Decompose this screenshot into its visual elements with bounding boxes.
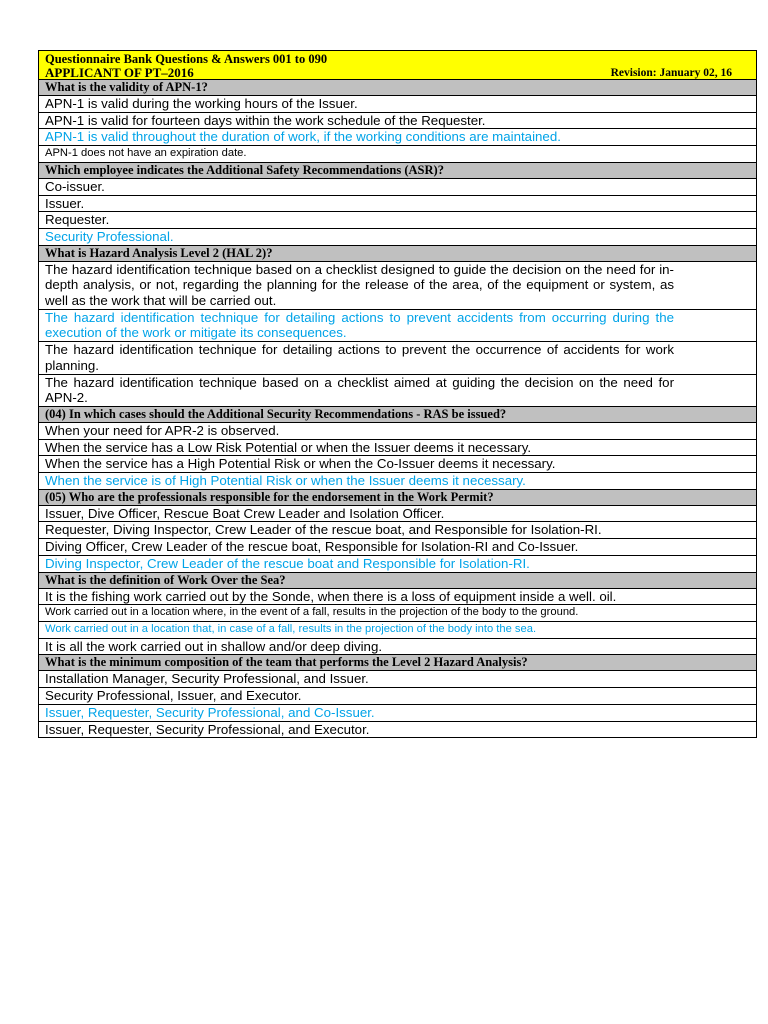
question-row: Which employee indicates the Additional Safety Recommendations (ASR)? — [38, 163, 757, 179]
answer-option: APN-1 is valid for fourteen days within the work schedule of the Requester. — [38, 113, 757, 130]
question-row: (05) Who are the professionals responsible for the endorsement in the Work Permit? — [38, 490, 757, 506]
answer-option: When the service has a High Potential Risk or when the Co-Issuer deems it necessary. — [38, 456, 757, 473]
answer-option: APN-1 does not have an expiration date. — [38, 146, 757, 163]
answer-option: Work carried out in a location where, in the event of a fall, results in the projection of the body to the ground. — [38, 605, 757, 622]
document-title: Questionnaire Bank Questions & Answers 001 to 090 — [45, 52, 328, 66]
answer-option: Security Professional, Issuer, and Executor. — [38, 688, 757, 705]
answer-option-correct: Security Professional. — [38, 229, 757, 246]
answer-option: When your need for APR-2 is observed. — [38, 423, 757, 440]
answer-option: The hazard identification technique for detailing actions to prevent the occurrence of accidents for work planning. — [38, 342, 757, 374]
answer-option: Co-issuer. — [38, 179, 757, 196]
answer-option: It is the fishing work carried out by the Sonde, when there is a loss of equipment inside a well. oil. — [38, 589, 757, 606]
answer-option-correct: The hazard identification technique for detailing actions to prevent accidents from occurring during the execution of the work or mitigate its consequences. — [38, 310, 757, 342]
answer-option-correct: When the service is of High Potential Risk or when the Issuer deems it necessary. — [38, 473, 757, 490]
questionnaire-document — [38, 50, 757, 738]
answer-option: Installation Manager, Security Professional, and Issuer. — [38, 671, 757, 688]
answer-option: The hazard identification technique based on a checklist aimed at guiding the decision on the need for APN-2. — [38, 375, 757, 407]
answer-option: Issuer. — [38, 196, 757, 213]
question-row: What is the validity of APN-1? — [38, 80, 757, 96]
revision-date: Revision: January 02, 16 — [610, 67, 732, 79]
document-subtitle: APPLICANT OF PT–2016 — [45, 65, 194, 80]
questions-list — [38, 80, 757, 738]
question-row: What is Hazard Analysis Level 2 (HAL 2)? — [38, 246, 757, 262]
answer-option: The hazard identification technique based on a checklist designed to guide the decision on the need for in-depth analysis, or not, regarding the planning for the release of the area, of the equipment or system, as well as the work that will be carried out. — [38, 262, 757, 310]
answer-option-correct: APN-1 is valid throughout the duration of work, if the working conditions are maintained. — [38, 129, 757, 146]
answer-option: Requester. — [38, 212, 757, 229]
answer-option-correct: Work carried out in a location that, in case of a fall, results in the projection of the body into the sea. — [38, 622, 757, 639]
question-row: What is the minimum composition of the team that performs the Level 2 Hazard Analysis? — [38, 655, 757, 671]
answer-option: When the service has a Low Risk Potential or when the Issuer deems it necessary. — [38, 440, 757, 457]
answer-option: Requester, Diving Inspector, Crew Leader of the rescue boat, and Responsible for Isolation-RI. — [38, 522, 757, 539]
answer-option: It is all the work carried out in shallow and/or deep diving. — [38, 639, 757, 656]
answer-option-correct: Issuer, Requester, Security Professional, and Co-Issuer. — [38, 705, 757, 722]
answer-option: APN-1 is valid during the working hours of the Issuer. — [38, 96, 757, 113]
answer-option: Issuer, Dive Officer, Rescue Boat Crew Leader and Isolation Officer. — [38, 506, 757, 523]
question-row: (04) In which cases should the Additional Security Recommendations - RAS be issued? — [38, 407, 757, 423]
answer-option: Issuer, Requester, Security Professional, and Executor. — [38, 722, 757, 739]
question-row: What is the definition of Work Over the Sea? — [38, 573, 757, 589]
answer-option: Diving Officer, Crew Leader of the rescue boat, Responsible for Isolation-RI and Co-Issuer. — [38, 539, 757, 556]
answer-option-correct: Diving Inspector, Crew Leader of the rescue boat and Responsible for Isolation-RI. — [38, 556, 757, 573]
document-header — [38, 50, 757, 80]
